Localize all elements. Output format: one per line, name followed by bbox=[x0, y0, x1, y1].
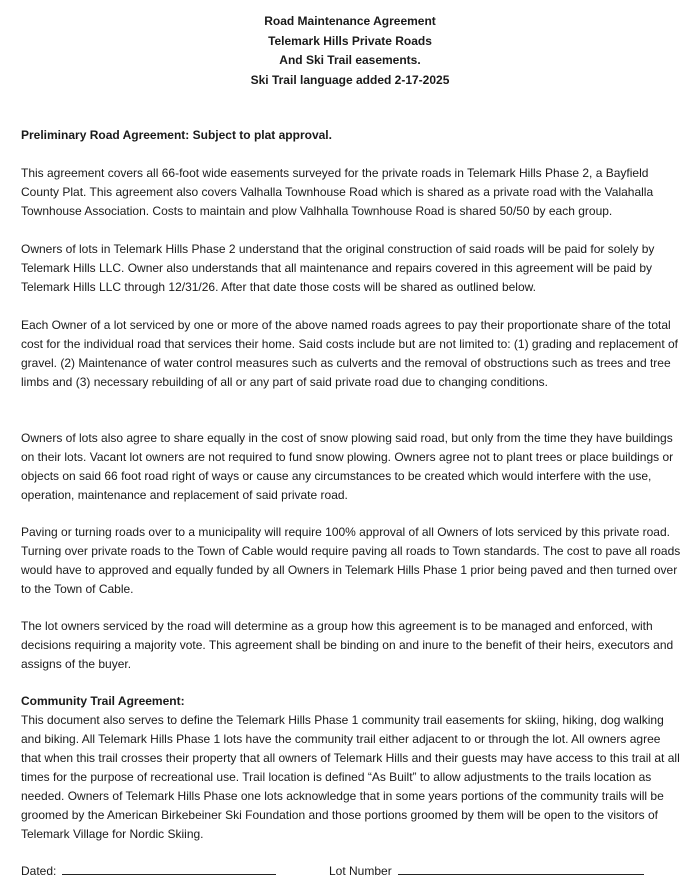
lot-number-label: Lot Number bbox=[329, 864, 392, 878]
paragraph-construction-costs: Owners of lots in Telemark Hills Phase 2 understand that the original construction of said roads will be paid for solely by Telemark Hills LLC. Owner also understands that all maintenance and repairs covered in this agreement will be paid by Telemark Hills LLC through 12/31/26. After that date those costs will be shared as outlined below. bbox=[21, 242, 655, 294]
preliminary-heading: Preliminary Road Agreement: Subject to plat approval. bbox=[21, 128, 332, 142]
paragraph-paving: Paving or turning roads over to a municipality will require 100% approval of all Owners of lots serviced by this private road. Turning over private roads to the Town of Cable would require paving all roads to Town standards. The cost to pave all roads would have to approved and equally funded by all Owners in Telemark Hills Phase 1 prior being paved and then turned over to the Town of Cable. bbox=[21, 525, 681, 596]
header-subtitle-roads: Telemark Hills Private Roads bbox=[268, 33, 432, 48]
paragraph-governance: The lot owners serviced by the road will determine as a group how this agreement is to be managed and enforced, with decisions requiring a majority vote. This agreement shall be binding on and inure to the benefit of their heirs, executors and assigns of the buyer. bbox=[21, 619, 674, 671]
dated-label: Dated: bbox=[21, 864, 57, 878]
lot-number-blank-line[interactable] bbox=[398, 861, 644, 875]
header-revision-note: Ski Trail language added 2-17-2025 bbox=[250, 72, 450, 87]
paragraph-coverage: This agreement covers all 66-foot wide easements surveyed for the private roads in Telemark Hills Phase 2, a Bayfield County Plat. This agreement also covers Valhalla Townhouse Road which is shared as a private road with the Valahalla Townhouse Association. Costs to maintain and plow Valhhalla Townhouse Road is shared 50/50 by each group. bbox=[21, 166, 654, 218]
header-subtitle-easements: And Ski Trail easements. bbox=[279, 53, 421, 67]
header-title: Road Maintenance Agreement bbox=[264, 14, 436, 28]
paragraph-snow-plowing: Owners of lots also agree to share equally in the cost of snow plowing said road, but only from the time they have buildings on their lots. Vacant lot owners are not required to fund snow plowing. Owners agree not to plant trees or place buildings or objects on said 66 foot road right of ways or cause any circumstances to be created which would interfere with the use, operation, maintenance and replacement of said private road. bbox=[21, 431, 674, 502]
document-header bbox=[0, 12, 700, 90]
lot-number-field bbox=[329, 861, 644, 881]
paragraph-trail-agreement: This document also serves to define the Telemark Hills Phase 1 community trail easements for skiing, hiking, dog walking and biking. All Telemark Hills Phase 1 lots have the community trail either adjacent to or through the lot. All owners agree that when this trail crosses their property that all owners of Telemark Hills and their guests may have access to this trail at all times for the purpose of recreational use. Trail location is defined “As Built” to allow adjustments to the trails location as needed. Owners of Telemark Hills Phase one lots acknowledge that in some years portions of the community trails will be groomed by the American Birkebeiner Ski Foundation and those portions groomed by them will be open to the visitors of Telemark Village for Nordic Skiing. bbox=[21, 713, 680, 841]
dated-field bbox=[21, 861, 276, 881]
trail-heading: Community Trail Agreement: bbox=[21, 694, 185, 708]
dated-blank-line[interactable] bbox=[62, 861, 276, 875]
paragraph-cost-sharing: Each Owner of a lot serviced by one or more of the above named roads agrees to pay their proportionate share of the total cost for the individual road that services their home. Said costs include but are not limited to: (1) grading and replacement of gravel. (2) Maintenance of water control measures such as culverts and the removal of obstructions such as trees and tree limbs and (3) necessary rebuilding of all or any part of said private road due to changing conditions. bbox=[21, 318, 679, 389]
